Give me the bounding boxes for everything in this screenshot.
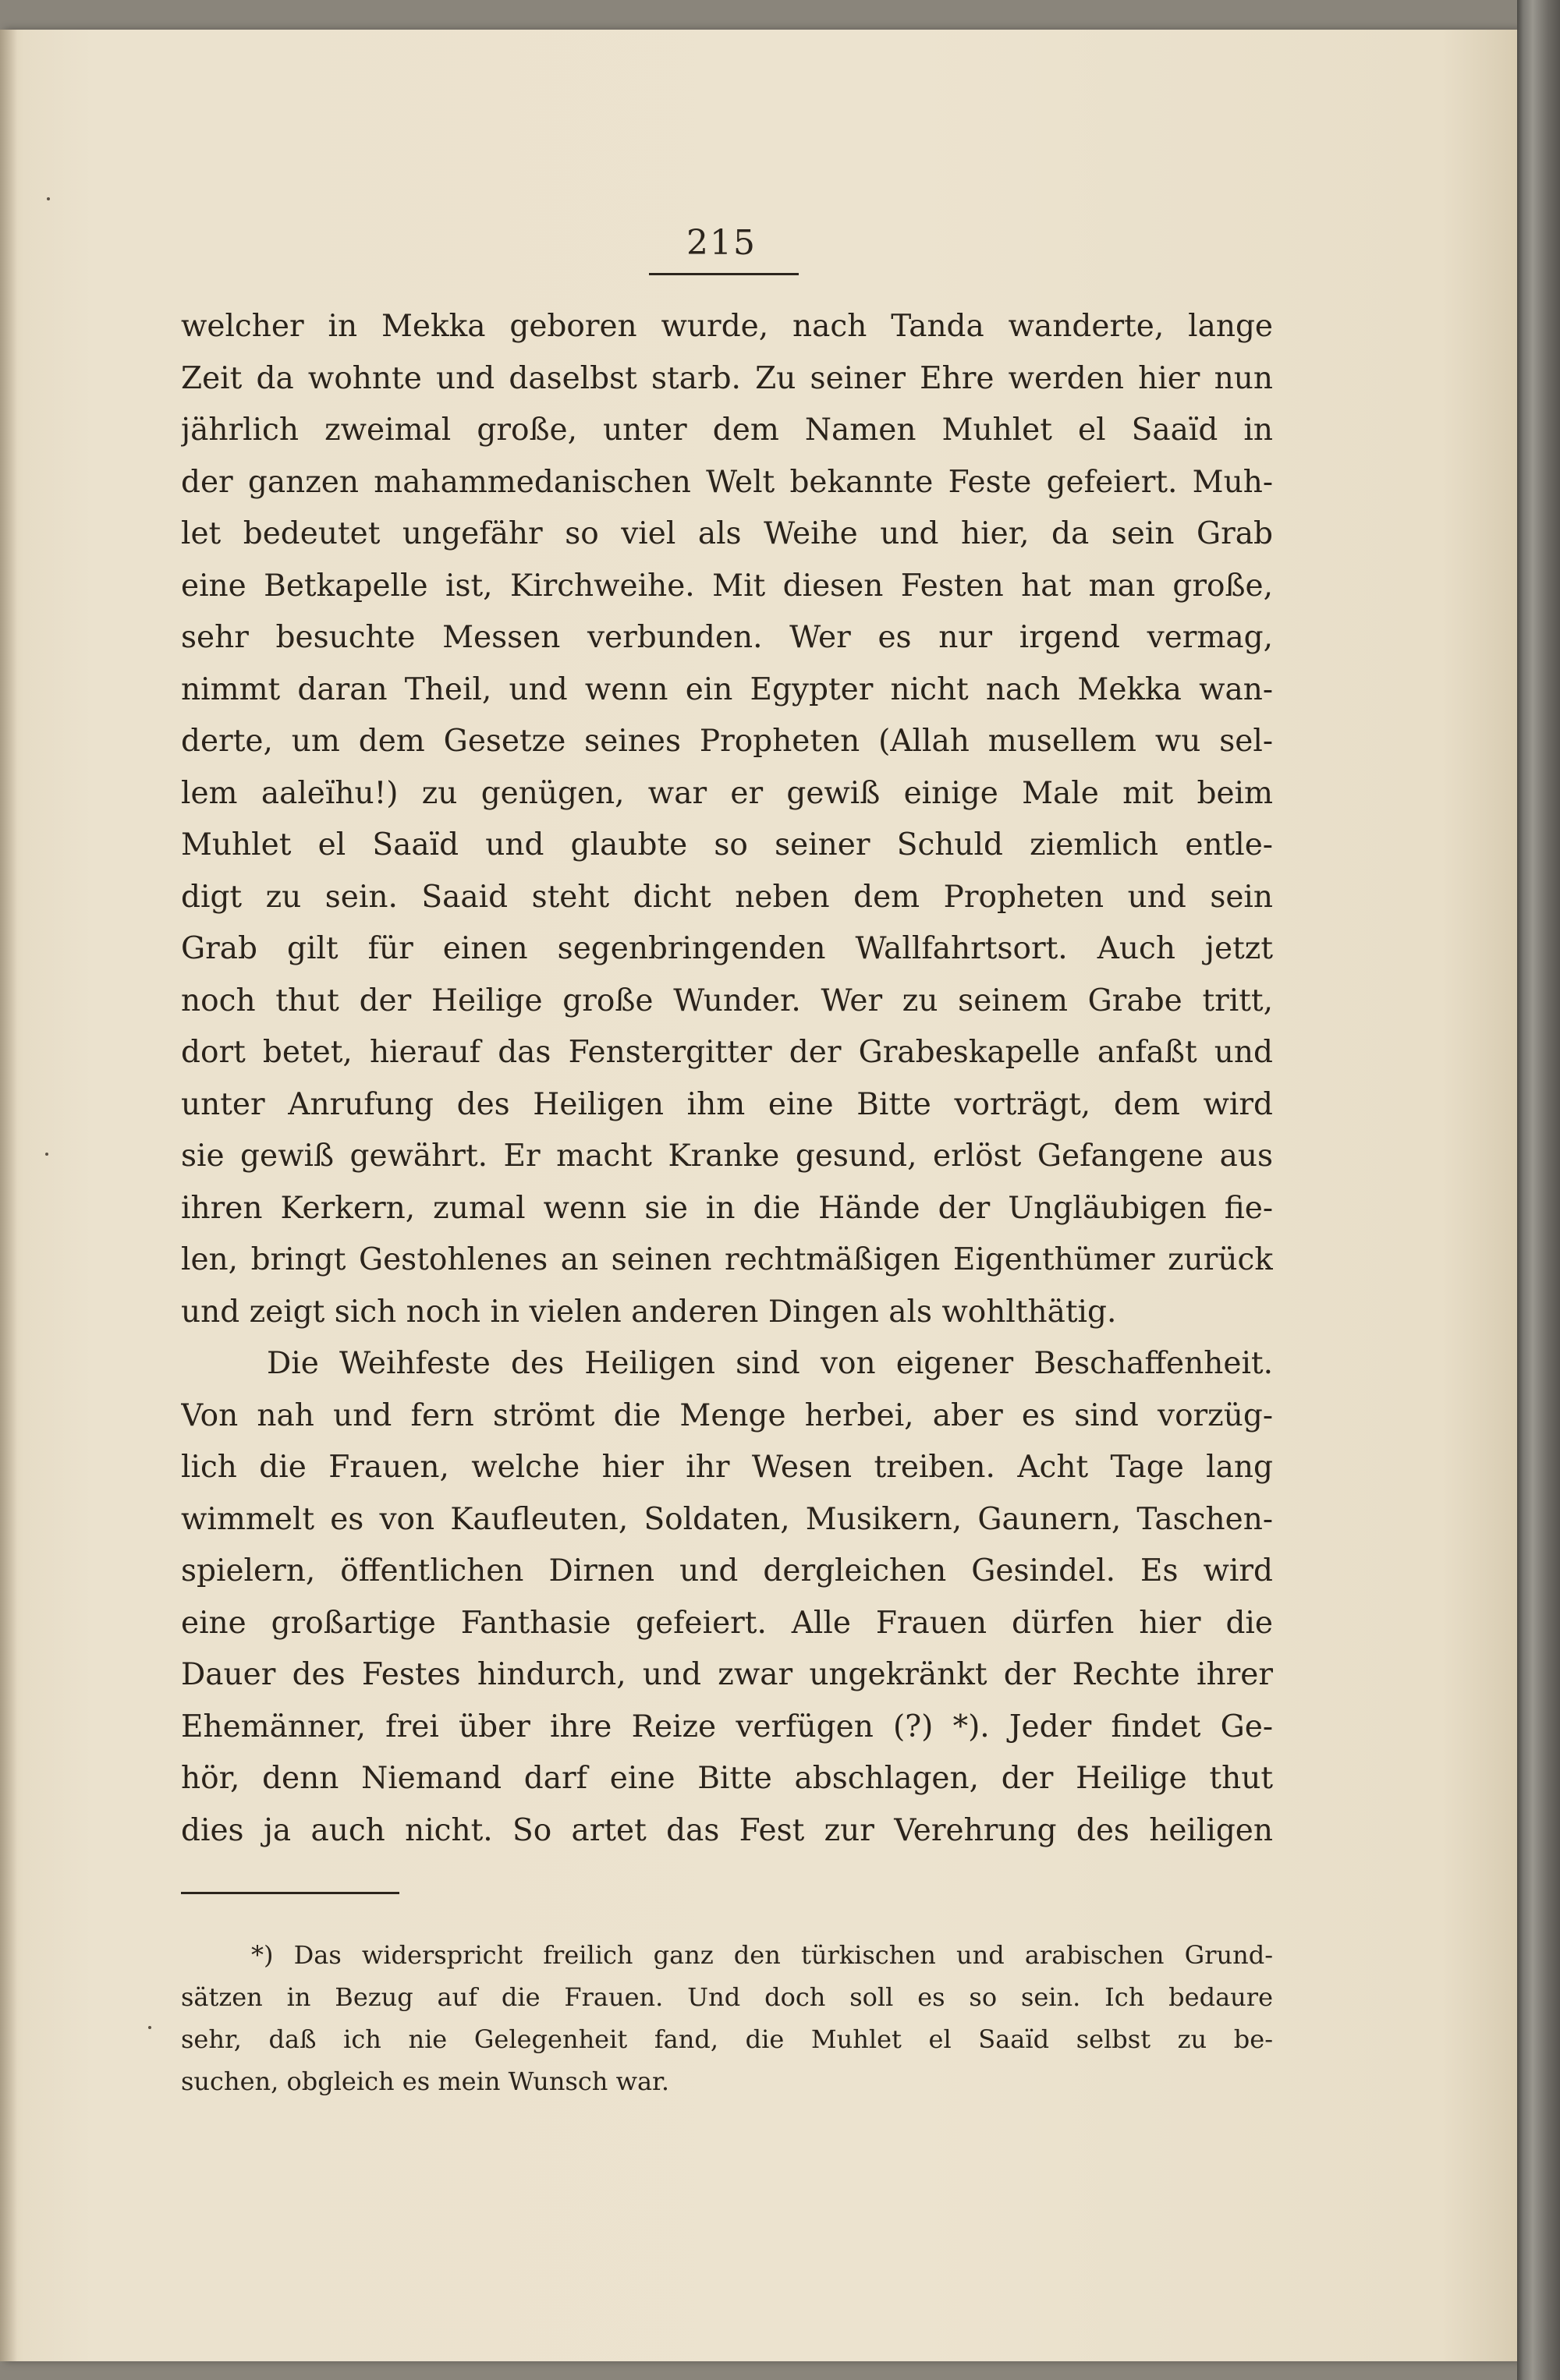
text-line: hör, denn Niemand darf eine Bitte abschlagen, der Heilige thut — [181, 1761, 1273, 1796]
text-line: Zeit da wohnte und daselbst starb. Zu seiner Ehre werden hier nun — [181, 360, 1273, 396]
text-line: eine großartige Fanthasie gefeiert. Alle Frauen dürfen hier die — [181, 1605, 1273, 1641]
header-rule — [649, 273, 799, 275]
page-number: 215 — [686, 223, 757, 263]
text-line: nimmt daran Theil, und wenn ein Egypter nicht nach Mekka wan- — [181, 671, 1273, 707]
book-edge — [1517, 0, 1560, 2380]
text-line: spielern, öffentlichen Dirnen und dergleichen Gesindel. Es wird — [181, 1553, 1273, 1588]
text-line: let bedeutet ungefähr so viel als Weihe und hier, da sein Grab — [181, 516, 1273, 551]
text-line: lem aaleïhu!) zu genügen, war er gewiß einige Male mit beim — [181, 775, 1273, 811]
text-line: unter Anrufung des Heiligen ihm eine Bitte vorträgt, dem wird — [181, 1086, 1273, 1122]
text-line: und zeigt sich noch in vielen anderen Dingen als wohlthätig. — [181, 1294, 1117, 1330]
text-line: Grab gilt für einen segenbringenden Wallfahrtsort. Auch jetzt — [181, 931, 1273, 966]
text-line: noch thut der Heilige große Wunder. Wer zu seinem Grabe tritt, — [181, 983, 1273, 1018]
text-line: Ehemänner, frei über ihre Reize verfügen (?) *). Jeder findet Ge- — [181, 1709, 1273, 1744]
text-line: eine Betkapelle ist, Kirchweihe. Mit diesen Festen hat man große, — [181, 568, 1273, 604]
text-line: wimmelt es von Kaufleuten, Soldaten, Musikern, Gaunern, Taschen- — [181, 1501, 1273, 1537]
text-line: len, bringt Gestohlenes an seinen rechtmäßigen Eigenthümer zurück — [181, 1242, 1273, 1277]
text-line: sehr besuchte Messen verbunden. Wer es nur irgend vermag, — [181, 620, 1273, 655]
paper-page — [0, 30, 1517, 2361]
text-line: dort betet, hierauf das Fenstergitter der Grabeskapelle anfaßt und — [181, 1035, 1273, 1070]
text-line: digt zu sein. Saaid steht dicht neben dem Propheten und sein — [181, 879, 1273, 915]
text-line: welcher in Mekka geboren wurde, nach Tanda wanderte, lange — [181, 309, 1273, 344]
margin-speck — [148, 2026, 151, 2029]
margin-speck — [47, 197, 50, 200]
text-line: ihren Kerkern, zumal wenn sie in die Hände der Ungläubigen fie- — [181, 1190, 1273, 1226]
footnote-line: *) Das widerspricht freilich ganz den türkischen und arabischen Grund- — [251, 1940, 1273, 1970]
text-line: derte, um dem Gesetze seines Propheten (Allah musellem wu sel- — [181, 724, 1273, 759]
text-line: jährlich zweimal große, unter dem Namen Muhlet el Saaïd in — [181, 413, 1273, 448]
margin-speck — [45, 1153, 48, 1156]
text-line: lich die Frauen, welche hier ihr Wesen treiben. Acht Tage lang — [181, 1450, 1273, 1485]
body-text — [181, 301, 1273, 1857]
text-line: Von nah und fern strömt die Menge herbei, aber es sind vorzüg- — [181, 1397, 1273, 1433]
footnote-line: suchen, obgleich es mein Wunsch war. — [181, 2067, 669, 2096]
footnote — [181, 1934, 1273, 2102]
text-line: der ganzen mahammedanischen Welt bekannte Feste gefeiert. Muh- — [181, 464, 1273, 500]
footnote-line: sehr, daß ich nie Gelegenheit fand, die Muhlet el Saaïd selbst zu be- — [181, 2024, 1273, 2054]
text-line: dies ja auch nicht. So artet das Fest zur Verehrung des heiligen — [181, 1812, 1273, 1848]
spine-shadow — [0, 30, 17, 2361]
footnote-rule — [181, 1892, 399, 1894]
text-line: Dauer des Festes hindurch, und zwar ungekränkt der Rechte ihrer — [181, 1657, 1273, 1692]
text-line: Muhlet el Saaïd und glaubte so seiner Schuld ziemlich entle- — [181, 827, 1273, 862]
text-line: Die Weihfeste des Heiligen sind von eigener Beschaffenheit. — [267, 1346, 1273, 1381]
text-line: sie gewiß gewährt. Er macht Kranke gesund, erlöst Gefangene aus — [181, 1139, 1273, 1174]
footnote-line: sätzen in Bezug auf die Frauen. Und doch soll es so sein. Ich bedaure — [181, 1982, 1273, 2012]
